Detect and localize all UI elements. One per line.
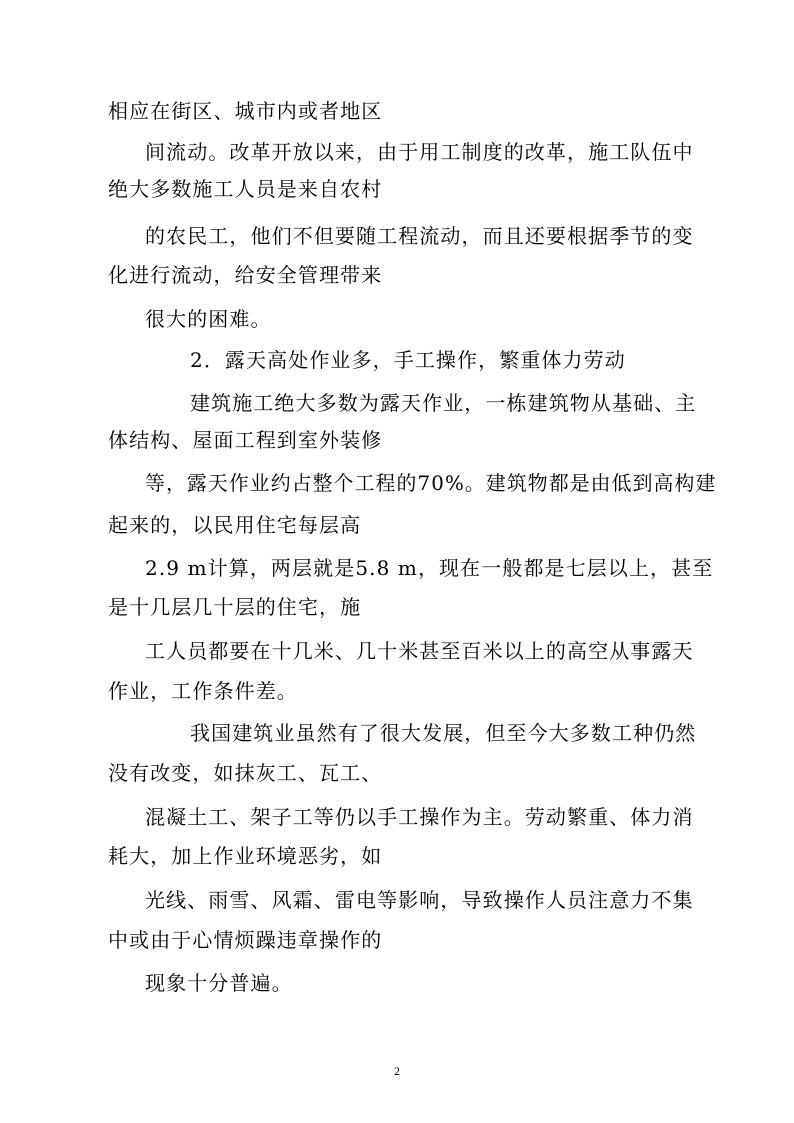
text-line: 起来的，以民用住宅每层高 xyxy=(108,513,362,537)
text-line: 现象十分普遍。 xyxy=(145,971,293,995)
text-line: 光线、雨雪、风霜、雷电等影响，导致操作人员注意力不集 xyxy=(145,888,694,912)
text-line: 相应在街区、城市内或者地区 xyxy=(108,99,383,123)
text-line: 化进行流动，给安全管理带来 xyxy=(108,263,383,287)
text-line: 等，露天作业约占整个工程的70%。建筑物都是由低到高构建 xyxy=(145,472,717,495)
text-line: 混凝土工、架子工等仍以手工操作为主。劳动繁重、体力消 xyxy=(145,805,694,829)
text-line: 的农民工，他们不但要随工程流动，而且还要根据季节的变 xyxy=(145,224,694,248)
text-line: 中或由于心情烦躁违章操作的 xyxy=(108,928,383,952)
text-line: 建筑施工绝大多数为露天作业，一栋建筑物从基础、主 xyxy=(190,391,697,415)
page-number: 2 xyxy=(394,1064,400,1078)
text-line: 体结构、屋面工程到室外装修 xyxy=(108,428,383,452)
text-line: 工人员都要在十几米、几十米甚至百米以上的高空从事露天 xyxy=(145,639,694,663)
text-line: 我国建筑业虽然有了很大发展，但至今大多数工种仍然 xyxy=(190,721,697,745)
text-line: 2.9 m计算，两层就是5.8 m，现在一般都是七层以上，甚至 xyxy=(145,556,714,580)
text-line: 耗大，加上作业环境恶劣，如 xyxy=(108,844,383,868)
text-line: 间流动。改革开放以来，由于用工制度的改革，施工队伍中 xyxy=(145,140,694,164)
section-heading: 2．露天高处作业多，手工操作，繁重体力劳动 xyxy=(190,348,626,372)
text-line: 很大的困难。 xyxy=(145,307,272,331)
text-line: 绝大多数施工人员是来自农村 xyxy=(108,177,383,201)
text-line: 没有改变，如抹灰工、瓦工、 xyxy=(108,761,383,785)
text-line: 作业，工作条件差。 xyxy=(108,679,298,703)
text-line: 是十几层几十层的住宅，施 xyxy=(108,595,362,619)
